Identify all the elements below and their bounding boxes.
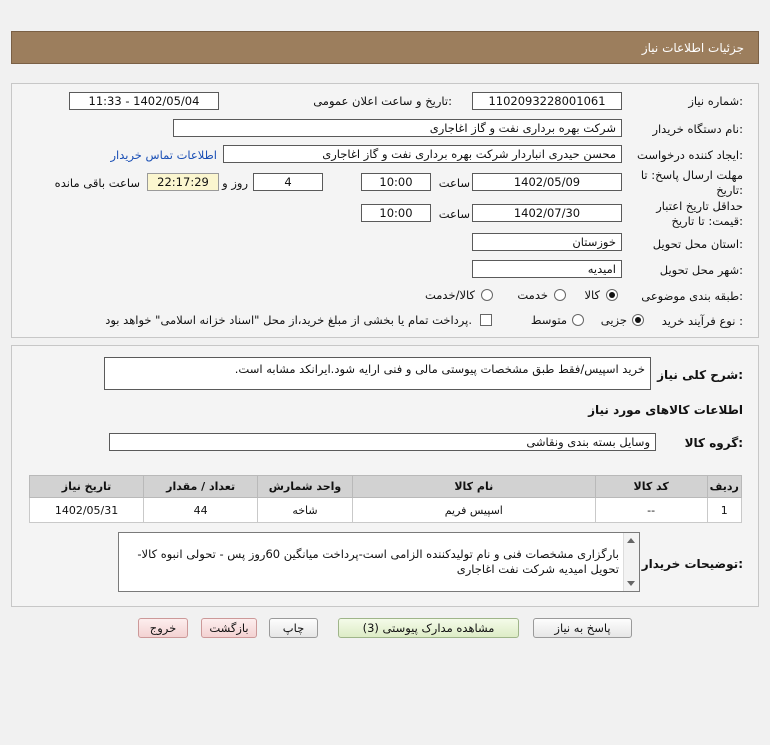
description-label: شرح کلی نیاز:: [657, 368, 743, 382]
city-label: شهر محل تحویل:: [659, 263, 743, 277]
category-label: طبقه بندی موضوعی:: [641, 289, 743, 303]
reply-deadline-time: 10:00: [361, 173, 431, 191]
col-unit: واحد شمارش: [258, 476, 353, 498]
cell-name: اسپیس فریم: [352, 498, 595, 523]
buyer-notes-box: [118, 532, 640, 592]
col-row: ردیف: [707, 476, 741, 498]
reply-time-label: ساعت: [438, 176, 470, 190]
remaining-days-field: 4: [253, 173, 323, 191]
treasury-payment-checkbox[interactable]: [480, 314, 492, 326]
days-label: روز و: [222, 176, 248, 190]
price-validity-label-2: قیمت: تا تاریخ:: [671, 214, 743, 228]
requester-label: ایجاد کننده درخواست:: [637, 148, 743, 162]
requester-field: محسن حیدری انباردار شرکت بهره برداری نفت و گاز اغاجاری: [223, 145, 622, 163]
cell-row: 1: [707, 498, 741, 523]
reply-button[interactable]: پاسخ به نیاز: [533, 618, 632, 638]
remaining-time-field: 22:17:29: [147, 173, 219, 191]
price-validity-label-1: حداقل تاریخ اعتبار: [656, 199, 743, 213]
category-goods-radio[interactable]: [606, 289, 618, 301]
province-label: استان محل تحویل:: [652, 237, 743, 251]
col-qty: تعداد / مقدار: [144, 476, 258, 498]
col-date: تاریخ نیاز: [30, 476, 144, 498]
validity-time-label: ساعت: [438, 207, 470, 221]
col-code: کد کالا: [595, 476, 707, 498]
process-minor-radio[interactable]: [632, 314, 644, 326]
reply-deadline-label-1: مهلت ارسال پاسخ: تا: [640, 168, 743, 182]
goods-table-header: [30, 476, 742, 498]
price-validity-time: 10:00: [361, 204, 431, 222]
scroll-down-icon[interactable]: [627, 581, 635, 586]
goods-section-title: اطلاعات کالاهای مورد نیاز: [588, 403, 743, 417]
exit-button[interactable]: خروج: [138, 618, 188, 638]
buyer-contact-link[interactable]: اطلاعات تماس خریدار: [110, 148, 217, 162]
price-validity-date: 1402/07/30: [472, 204, 622, 222]
attachments-button[interactable]: مشاهده مدارک پیوستی (3): [338, 618, 519, 638]
need-number-field: 1102093228001061: [472, 92, 622, 110]
reply-deadline-label-2: تاریخ:: [716, 183, 743, 197]
process-type-label: نوع فرآیند خرید :: [661, 314, 743, 328]
scroll-up-icon[interactable]: [627, 538, 635, 543]
category-goods-service-radio[interactable]: [481, 289, 493, 301]
process-medium-label: متوسط: [530, 313, 567, 327]
treasury-payment-note: پرداخت تمام یا بخشی از مبلغ خرید،از محل "اسناد خزانه اسلامی" خواهد بود.: [105, 313, 472, 327]
goods-group-field: وسایل بسته بندی ونقاشی: [109, 433, 656, 451]
announce-datetime-field: 1402/05/04 - 11:33: [69, 92, 219, 110]
description-field: خرید اسپیس/فقط طبق مشخصات پیوستی مالی و فنی ارایه شود.ایرانکد مشابه است.: [104, 357, 651, 390]
announce-datetime-label: تاریخ و ساعت اعلان عمومی:: [313, 94, 452, 108]
process-medium-radio[interactable]: [572, 314, 584, 326]
goods-group-label: گروه کالا:: [684, 436, 743, 450]
cell-unit: شاخه: [258, 498, 353, 523]
print-button[interactable]: چاپ: [269, 618, 318, 638]
cell-qty: 44: [144, 498, 258, 523]
page-header: [11, 31, 759, 64]
category-service-label: خدمت: [517, 288, 548, 302]
need-number-label: شماره نیاز:: [688, 94, 743, 108]
category-goods-label: کالا: [584, 288, 600, 302]
goods-table: [29, 475, 742, 523]
city-field: امیدیه: [472, 260, 622, 278]
cell-date: 1402/05/31: [30, 498, 144, 523]
notes-scrollbar[interactable]: [623, 533, 639, 591]
col-name: نام کالا: [352, 476, 595, 498]
province-field: خوزستان: [472, 233, 622, 251]
category-goods-service-label: کالا/خدمت: [424, 288, 475, 302]
reply-deadline-date: 1402/05/09: [472, 173, 622, 191]
buyer-org-label: نام دستگاه خریدار:: [652, 122, 743, 136]
page-title: جزئیات اطلاعات نیاز: [641, 41, 744, 55]
buyer-notes-label: توضیحات خریدار:: [641, 557, 743, 571]
category-service-radio[interactable]: [554, 289, 566, 301]
process-minor-label: جزیی: [600, 313, 627, 327]
cell-code: --: [595, 498, 707, 523]
remaining-time-label: ساعت باقی مانده: [54, 176, 140, 190]
buyer-notes-text: بارگزاری مشخصات فنی و نام تولیدکننده الزامی است-پرداخت میانگین 60روز پس - تحولی انبوه کالا- تحویل امیدیه شرکت نفت اغاجاری: [137, 547, 619, 576]
buyer-org-field: شرکت بهره برداری نفت و گاز اغاجاری: [173, 119, 622, 137]
table-row: [30, 498, 742, 523]
back-button[interactable]: بازگشت: [201, 618, 257, 638]
